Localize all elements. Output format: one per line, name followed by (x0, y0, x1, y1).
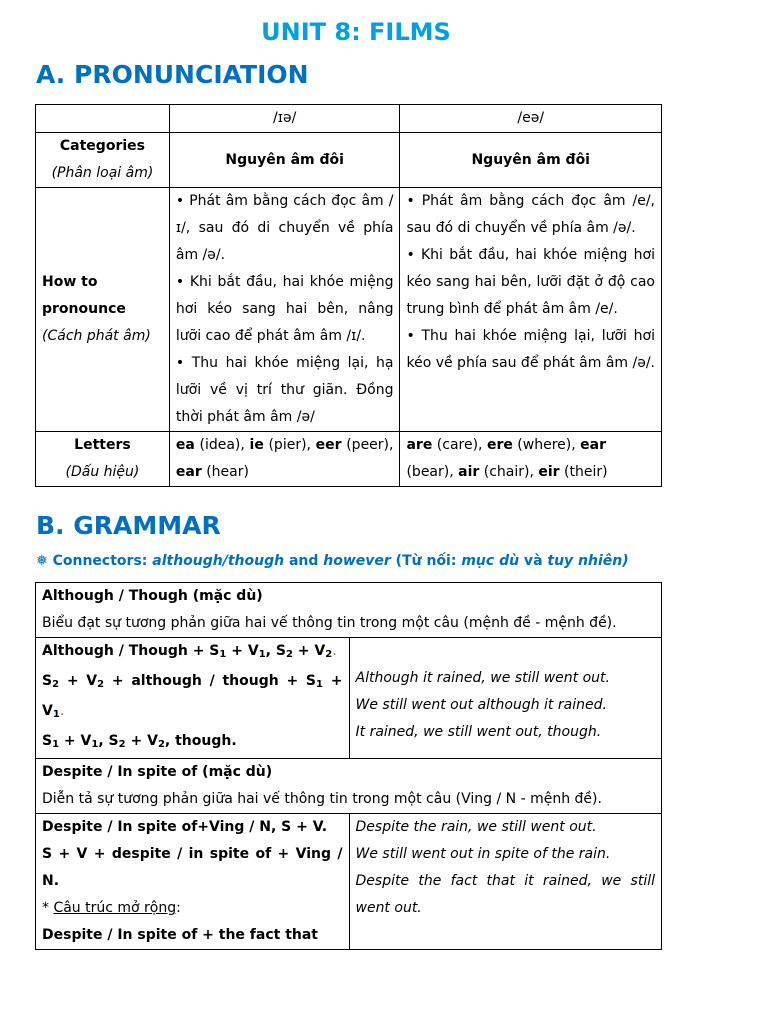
formula-part: . (332, 643, 337, 659)
formula-part: S (42, 733, 53, 749)
example-sentence: Although it rained, we still went out. (355, 670, 610, 686)
formula-part: + V (42, 673, 343, 719)
letter-pattern: ere (486, 437, 513, 453)
table-row (36, 133, 662, 188)
subscript: 2 (285, 649, 293, 660)
subscript: 1 (258, 649, 266, 660)
connectors-heading (36, 553, 629, 569)
subscript: 2 (157, 739, 165, 750)
category-ea: Nguyên âm đôi (400, 133, 662, 188)
formula-part: + V (292, 643, 326, 659)
header-ea: /eə/ (400, 105, 662, 133)
connectors-text: (Từ nối: (390, 553, 462, 569)
example-word: (pier), (263, 437, 316, 453)
formula-part: + V (125, 733, 158, 749)
header-ia: /ɪə/ (169, 105, 400, 133)
snowflake-icon: ❅ (36, 553, 53, 569)
letters-label-cell (36, 432, 170, 487)
despite-description: Diễn tả sự tương phản giữa hai vế thông tin trong một câu (Ving / N - mệnh đề). (42, 791, 602, 807)
letter-pattern: are (406, 437, 433, 453)
spacer (356, 638, 656, 665)
table-row (36, 759, 662, 814)
formula-part: + V (59, 673, 98, 689)
how-label-line1: How to (42, 274, 98, 290)
section-a-heading: A. PRONUNCIATION (36, 60, 309, 89)
example-word: (chair), (479, 464, 539, 480)
how-ia-step: • Khi bắt đầu, hai khóe miệng hơi kéo sang hai bên, nâng lưỡi cao để phát âm âm /ɪ/. (175, 274, 394, 344)
note-colon: : (176, 900, 181, 916)
how-ea-step: • Khi bắt đầu, hai khóe miệng hơi kéo sang hai bên, lưỡi đặt ở độ cao trung bình để phát âm âm /e/. (406, 247, 655, 317)
categories-label-cell (36, 133, 170, 188)
letters-label: Letters (74, 437, 131, 453)
formula-part: , though. (164, 733, 237, 749)
formula-part: . (59, 703, 65, 719)
how-ia (169, 188, 400, 432)
example-word: (care), (432, 437, 487, 453)
connectors-text: although/though (152, 553, 285, 569)
unit-title: UNIT 8: FILMS (261, 18, 451, 46)
pronunciation-table (35, 104, 662, 487)
note-marker: * (42, 900, 54, 916)
formula-part: S (42, 673, 53, 689)
example-sentence: Despite the rain, we still went out. (355, 819, 597, 835)
categories-label: Categories (59, 138, 145, 154)
connectors-text: tuy nhiên) (547, 553, 629, 569)
letters-label-vi: (Dấu hiệu) (65, 464, 140, 480)
formula (42, 638, 343, 668)
subscript: 1 (52, 739, 60, 750)
letter-pattern: eir (538, 464, 560, 480)
table-row (36, 583, 662, 638)
formula: Despite / In spite of+Ving / N, S + V. (42, 819, 328, 835)
table-row (36, 188, 662, 432)
table-row (36, 638, 662, 759)
despite-examples (349, 814, 662, 950)
subscript: 2 (325, 649, 333, 660)
letter-pattern: ear (175, 464, 202, 480)
grammar-table (35, 582, 662, 950)
example-sentence: We still went out although it rained. (355, 697, 607, 713)
connectors-text: however (323, 553, 391, 569)
category-ia: Nguyên âm đôi (169, 133, 400, 188)
although-examples (349, 638, 662, 759)
categories-label-vi: (Phân loại âm) (51, 165, 154, 181)
although-title: Although / Though (mặc dù) (42, 588, 263, 604)
subscript: 2 (97, 679, 105, 690)
letter-pattern: air (458, 464, 480, 480)
subscript: 2 (118, 739, 126, 750)
formula (42, 668, 343, 728)
formula-part: Although / Though + S (42, 643, 220, 659)
connectors-text: Connectors: (52, 553, 153, 569)
how-label-cell (36, 188, 170, 432)
table-row (36, 432, 662, 487)
note-label: Câu trúc mở rộng (53, 900, 177, 916)
letter-pattern: ear (580, 437, 606, 453)
formula-part: + V (226, 643, 259, 659)
subscript: 1 (316, 679, 323, 690)
formula-part: + although / though + S (104, 673, 317, 689)
although-formulas (36, 638, 350, 759)
letters-ea (400, 432, 662, 487)
subscript: 2 (52, 679, 60, 690)
connectors-text: mục dù (461, 553, 520, 569)
example-word: (idea), (194, 437, 250, 453)
table-row (36, 105, 662, 133)
example-word: (bear), (406, 464, 459, 480)
how-ea (400, 188, 662, 432)
subscript: 1 (91, 739, 99, 750)
table-row (36, 814, 662, 950)
subscript: 1 (219, 649, 227, 660)
formula (42, 728, 343, 758)
table-cell-empty (36, 105, 170, 133)
letters-ia (169, 432, 400, 487)
formula: S + V + despite / in spite of + Ving / N. (42, 846, 343, 889)
section-b-heading: B. GRAMMAR (36, 511, 221, 540)
how-ia-step: • Thu hai khóe miệng lại, hạ lưỡi về vị trí thư giãn. Đồng thời phát âm âm /ə/ (175, 355, 394, 425)
connectors-text: and (284, 553, 324, 569)
formula-part: , S (98, 733, 119, 749)
formula-part: , S (265, 643, 286, 659)
formula: Despite / In spite of + the fact that (42, 927, 319, 943)
although-definition-cell (36, 583, 662, 638)
how-label-line2: pronounce (42, 301, 126, 317)
example-word: (where), (512, 437, 581, 453)
despite-formulas (36, 814, 350, 950)
example-sentence: Despite the fact that it rained, we still went out. (355, 873, 655, 916)
subscript: 1 (52, 709, 60, 720)
example-sentence: We still went out in spite of the rain. (355, 846, 611, 862)
despite-title: Despite / In spite of (mặc dù) (42, 764, 273, 780)
how-ea-step: • Phát âm bằng cách đọc âm /e/, sau đó di chuyển về phía âm /ə/. (406, 193, 655, 236)
how-ea-step: • Thu hai khóe miệng lại, lưỡi hơi kéo về phía sau để phát âm âm /ə/. (406, 328, 655, 371)
extended-structure-label (42, 895, 343, 922)
despite-definition-cell (36, 759, 662, 814)
example-word: (peer), (341, 437, 394, 453)
letter-pattern: eer (315, 437, 342, 453)
letter-pattern: ea (175, 437, 195, 453)
formula-part: + V (59, 733, 92, 749)
letter-pattern: ie (249, 437, 264, 453)
example-word: (hear) (201, 464, 249, 480)
example-word: (their) (559, 464, 608, 480)
how-ia-step: • Phát âm bằng cách đọc âm /ɪ/, sau đó di chuyển về phía âm /ə/. (175, 193, 394, 263)
example-sentence: It rained, we still went out, though. (355, 724, 602, 740)
connectors-text: và (519, 553, 548, 569)
although-description: Biểu đạt sự tương phản giữa hai vế thông tin trong một câu (mệnh đề - mệnh đề). (42, 615, 617, 631)
how-label-vi: (Cách phát âm) (42, 328, 151, 344)
